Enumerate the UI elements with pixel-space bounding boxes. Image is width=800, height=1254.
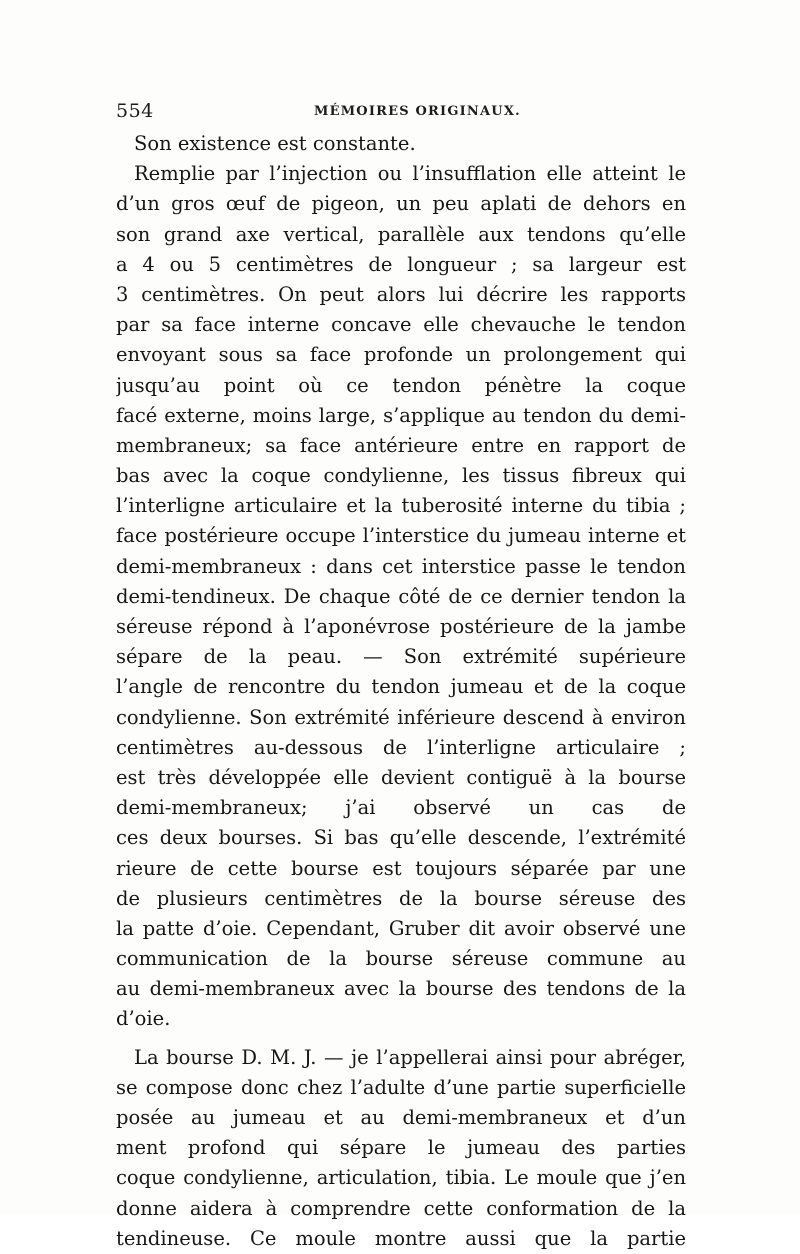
text-line: se compose donc chez l’adulte d’une partie superficielle (116, 1075, 686, 1099)
text-line: 3 centimètres. On peut alors lui décrire les rapports (116, 282, 686, 306)
text-line: envoyant sous sa face profonde un prolongement qui (116, 343, 686, 367)
page-header (116, 100, 692, 130)
text-line: bas avec la coque condylienne, les tissus fibreux qui (116, 464, 686, 488)
text-line: condylienne. Son extrémité inférieure descend à environ (116, 705, 686, 729)
text-line: est très développée elle devient contiguë à la bourse (116, 765, 686, 789)
text-line: au demi-membraneux avec la bourse des tendons de la (116, 977, 686, 1001)
running-title: MÉMOIRES ORIGINAUX. (314, 104, 521, 119)
page-number: 554 (116, 100, 154, 122)
text-line: posée au jumeau et au demi-membraneux et d’un (116, 1106, 686, 1129)
text-line: demi-membraneux : dans cet interstice passe le tendon (116, 554, 686, 578)
text-line: d’un gros œuf de pigeon, un peu aplati de dehors en (116, 192, 686, 216)
text-line: demi-membraneux; j’ai observé un cas de (116, 796, 686, 820)
text-line: Remplie par l’injection ou l’insufflation elle atteint le (134, 162, 686, 186)
text-line: membraneux; sa face antérieure entre en rapport de (116, 433, 686, 457)
text-line: son grand axe vertical, parallèle aux tendons qu’elle (116, 222, 686, 246)
text-line: jusqu’au point où ce tendon pénètre la coque (116, 373, 686, 397)
paragraph-gap (116, 1035, 686, 1043)
text-line: communication de la bourse séreuse commune au (116, 947, 686, 971)
text-line: coque condylienne, articulation, tibia. Le moule que j’en (116, 1166, 686, 1190)
text-line: demi-tendineux. De chaque côté de ce dernier tendon la (116, 584, 686, 608)
text-line: rieure de cette bourse est toujours séparée par une (116, 856, 686, 880)
text-line: La bourse D. M. J. — je l’appellerai ainsi pour abréger, (134, 1045, 686, 1069)
text-line: d’oie. (116, 1007, 171, 1031)
text-line: sépare de la peau. — Son extrémité supérieure (116, 645, 686, 669)
text-line: la patte d’oie. Cependant, Gruber dit avoir observé une (116, 916, 686, 940)
body-text (116, 129, 686, 1254)
text-line: donne aidera à comprendre cette conformation de la (116, 1196, 686, 1220)
text-line: Son existence est constante. (134, 132, 416, 155)
text-line: ment profond qui sépare le jumeau des parties (116, 1136, 686, 1160)
text-line: a 4 ou 5 centimètres de longueur ; sa largeur est (116, 252, 686, 276)
text-line: de plusieurs centimètres de la bourse séreuse des (116, 886, 686, 910)
text-line: l’angle de rencontre du tendon jumeau et de la coque (116, 675, 686, 699)
text-line: facé externe, moins large, s’applique au tendon du demi- (116, 403, 686, 427)
text-line: centimètres au-dessous de l’interligne articulaire ; (116, 735, 686, 759)
text-line: face postérieure occupe l’interstice du jumeau interne et (116, 524, 686, 548)
text-line: par sa face interne concave elle chevauche le tendon (116, 313, 686, 337)
text-line: séreuse répond à l’aponévrose postérieure de la jambe (116, 615, 686, 638)
text-line: tendineuse. Ce moule montre aussi que la partie (116, 1226, 686, 1250)
text-line: ces deux bourses. Si bas qu’elle descende, l’extrémité (116, 826, 686, 850)
text-line: l’interligne articulaire et la tuberosité interne du tibia ; (116, 494, 686, 518)
